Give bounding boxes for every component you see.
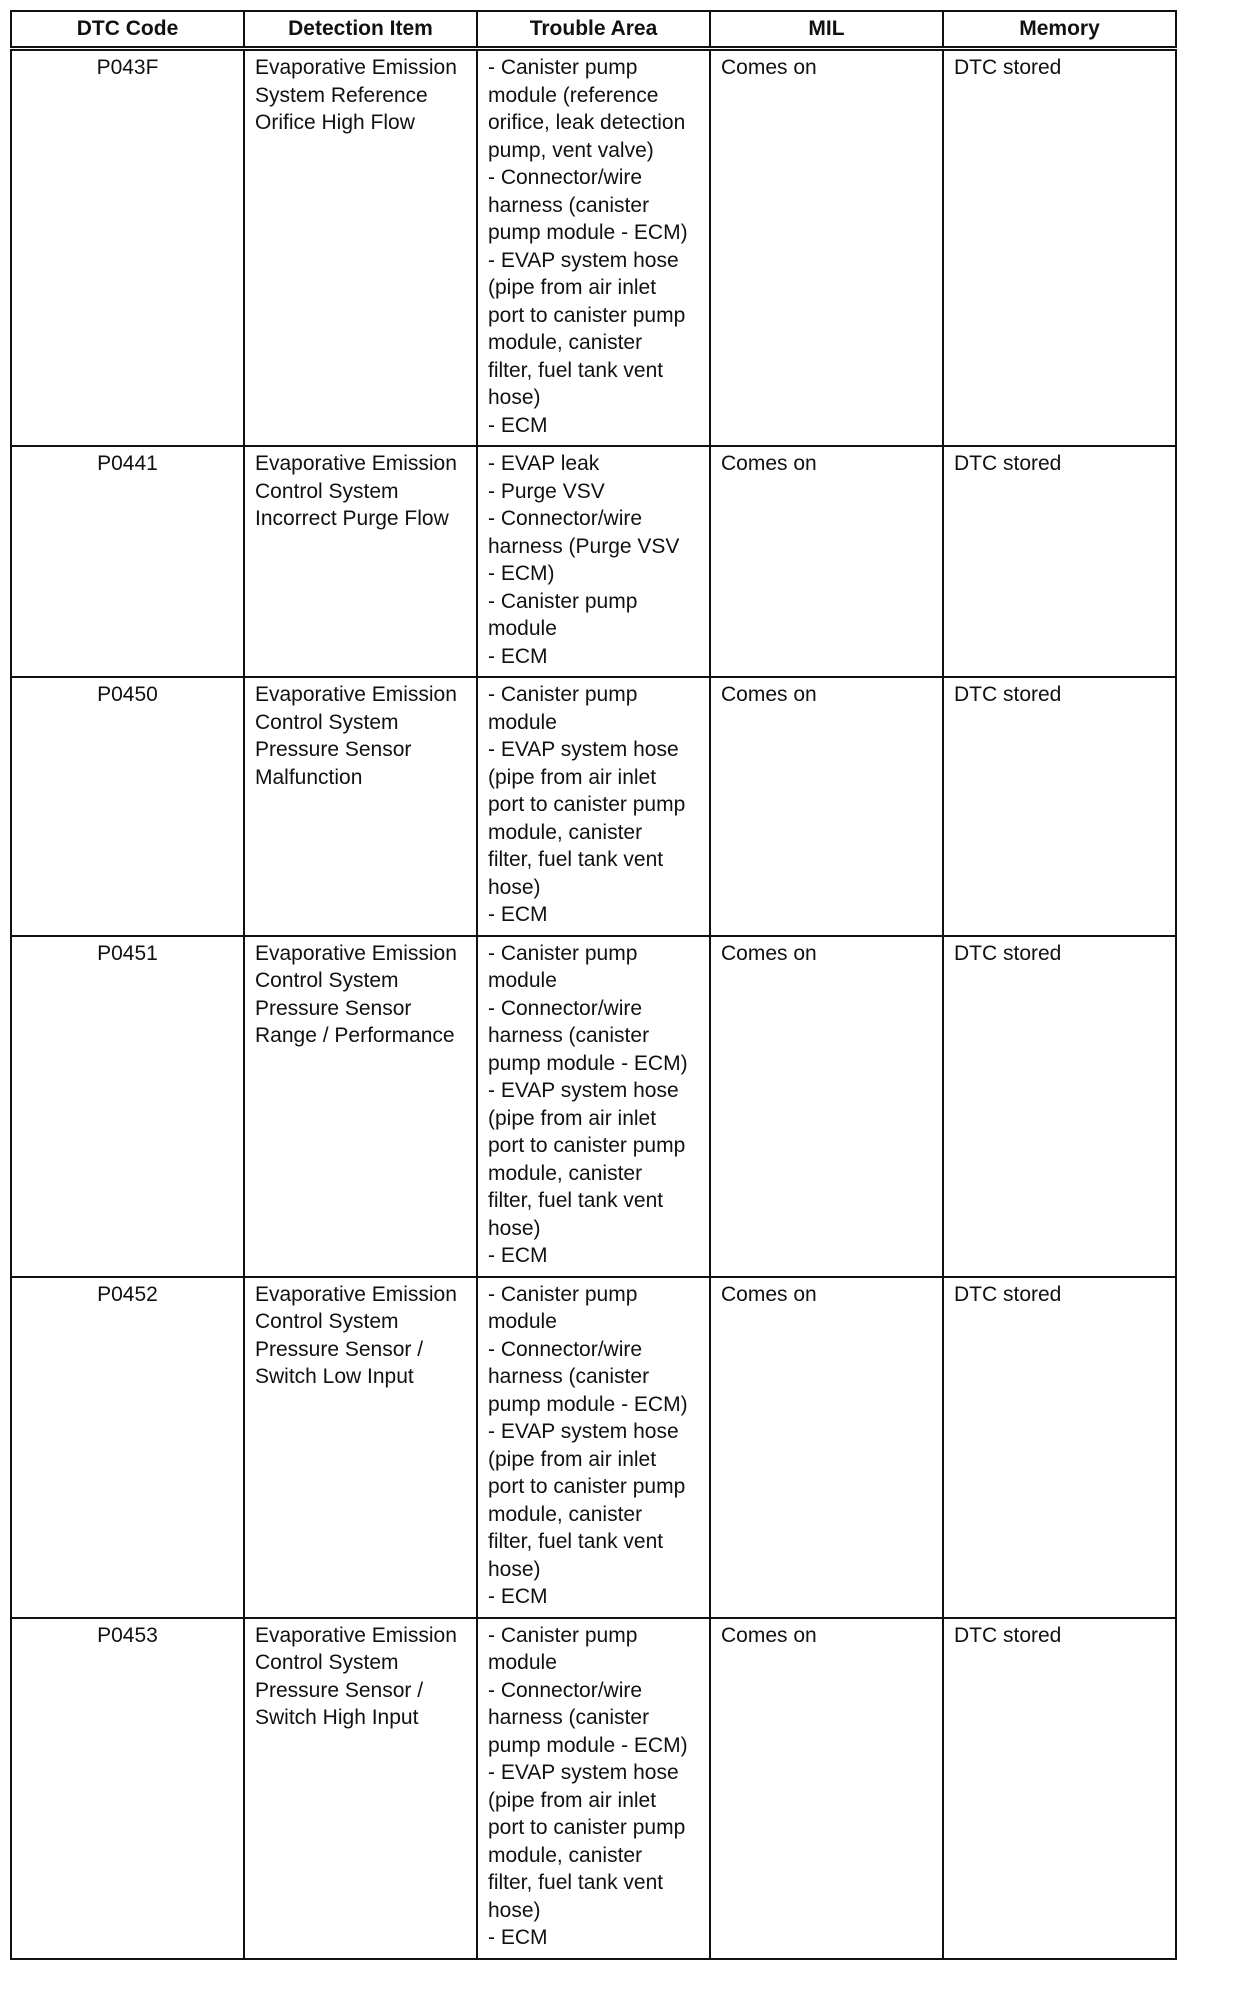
trouble-area-cell bbox=[477, 1618, 710, 1959]
trouble-area-line: pump module - ECM) bbox=[488, 221, 688, 244]
table-row bbox=[11, 1277, 1176, 1618]
dtc-code-cell: P0441 bbox=[11, 446, 244, 677]
header-detection-item: Detection Item bbox=[244, 11, 477, 49]
trouble-area-line: (pipe from air inlet bbox=[488, 1106, 657, 1130]
trouble-area-line: - ECM bbox=[488, 1244, 548, 1267]
header-row bbox=[11, 11, 1176, 49]
trouble-area-cell bbox=[477, 1277, 710, 1618]
trouble-area-line: - ECM bbox=[488, 413, 548, 437]
table-header bbox=[11, 11, 1176, 49]
detection-item-line: Evaporative Emission bbox=[255, 452, 457, 475]
dtc-code-cell: P043F bbox=[11, 49, 244, 447]
dtc-code-cell: P0453 bbox=[11, 1618, 244, 1959]
trouble-area-line: module bbox=[488, 1310, 557, 1333]
trouble-area-line: module bbox=[488, 617, 557, 640]
mil-cell: Comes on bbox=[710, 49, 943, 447]
trouble-area-line: pump module - ECM) bbox=[488, 1392, 688, 1416]
trouble-area-cell bbox=[477, 49, 710, 447]
memory-cell: DTC stored bbox=[943, 1618, 1176, 1959]
header-dtc-code: DTC Code bbox=[11, 11, 244, 49]
trouble-area-cell bbox=[477, 446, 710, 677]
trouble-area-line: module, canister bbox=[488, 331, 643, 354]
trouble-area-line: - ECM bbox=[488, 1585, 548, 1608]
trouble-area-line: harness (canister bbox=[488, 1024, 650, 1047]
trouble-area-line: - EVAP system hose bbox=[488, 1420, 679, 1443]
detection-item-cell bbox=[244, 446, 477, 677]
trouble-area-line: pump module - ECM) bbox=[488, 1051, 688, 1075]
trouble-area-line: - Canister pump bbox=[488, 941, 638, 965]
detection-item-line: Evaporative Emission bbox=[255, 941, 457, 965]
trouble-area-line: - ECM bbox=[488, 903, 548, 926]
trouble-area-line: - ECM bbox=[488, 1926, 548, 1949]
trouble-area-line: module, canister bbox=[488, 820, 643, 844]
detection-item-cell bbox=[244, 1618, 477, 1959]
trouble-area-line: (pipe from air inlet bbox=[488, 276, 657, 299]
detection-item-line: Incorrect Purge Flow bbox=[255, 507, 449, 530]
trouble-area-line: - ECM bbox=[488, 644, 548, 668]
detection-item-line: Pressure Sensor bbox=[255, 996, 412, 1020]
trouble-area-line: module, canister bbox=[488, 1843, 643, 1867]
trouble-area-line: port to canister pump bbox=[488, 793, 686, 816]
trouble-area-line: - Connector/wire bbox=[488, 1337, 643, 1361]
table-row bbox=[11, 1618, 1176, 1959]
detection-item-line: Switch Low Input bbox=[255, 1365, 414, 1388]
trouble-area-line: - Canister pump bbox=[488, 56, 638, 79]
detection-item-cell bbox=[244, 677, 477, 936]
memory-cell: DTC stored bbox=[943, 49, 1176, 447]
trouble-area-line: hose) bbox=[488, 875, 541, 899]
detection-item-line: Control System bbox=[255, 969, 399, 992]
trouble-area-line: module bbox=[488, 710, 557, 734]
trouble-area-line: filter, fuel tank vent bbox=[488, 1871, 664, 1894]
trouble-area-line: (pipe from air inlet bbox=[488, 765, 657, 789]
trouble-area-line: - EVAP system hose bbox=[488, 738, 679, 761]
mil-cell: Comes on bbox=[710, 936, 943, 1277]
mil-cell: Comes on bbox=[710, 446, 943, 677]
table-row bbox=[11, 49, 1176, 447]
trouble-area-line: harness (Purge VSV bbox=[488, 534, 680, 558]
detection-item-cell bbox=[244, 936, 477, 1277]
detection-item-line: Range / Performance bbox=[255, 1024, 455, 1047]
dtc-table bbox=[10, 10, 1177, 1960]
trouble-area-line: filter, fuel tank vent bbox=[488, 1189, 664, 1212]
table-row bbox=[11, 677, 1176, 936]
mil-cell: Comes on bbox=[710, 1618, 943, 1959]
trouble-area-line: - ECM) bbox=[488, 562, 555, 585]
trouble-area-line: orifice, leak detection bbox=[488, 111, 686, 134]
detection-item-line: Evaporative Emission bbox=[255, 56, 457, 79]
trouble-area-line: filter, fuel tank vent bbox=[488, 358, 664, 382]
detection-item-line: Pressure Sensor / bbox=[255, 1678, 424, 1702]
trouble-area-line: pump, vent valve) bbox=[488, 138, 654, 162]
trouble-area-line: (pipe from air inlet bbox=[488, 1447, 657, 1471]
dtc-code-cell: P0452 bbox=[11, 1277, 244, 1618]
detection-item-line: Evaporative Emission bbox=[255, 1623, 457, 1647]
mil-cell: Comes on bbox=[710, 677, 943, 936]
trouble-area-line: - Connector/wire bbox=[488, 507, 643, 530]
trouble-area-line: hose) bbox=[488, 1557, 541, 1581]
detection-item-line: Control System bbox=[255, 1651, 399, 1674]
header-trouble-area: Trouble Area bbox=[477, 11, 710, 49]
detection-item-line: Control System bbox=[255, 479, 399, 503]
trouble-area-line: filter, fuel tank vent bbox=[488, 848, 664, 871]
header-memory: Memory bbox=[943, 11, 1176, 49]
table-row bbox=[11, 446, 1176, 677]
memory-cell: DTC stored bbox=[943, 1277, 1176, 1618]
memory-cell: DTC stored bbox=[943, 677, 1176, 936]
detection-item-line: Pressure Sensor bbox=[255, 738, 412, 761]
detection-item-line: Control System bbox=[255, 710, 399, 734]
trouble-area-line: harness (canister bbox=[488, 1365, 650, 1388]
trouble-area-line: hose) bbox=[488, 1898, 541, 1922]
detection-item-line: Evaporative Emission bbox=[255, 1282, 457, 1306]
dtc-code-cell: P0450 bbox=[11, 677, 244, 936]
trouble-area-line: module bbox=[488, 1651, 557, 1674]
trouble-area-line: - EVAP system hose bbox=[488, 248, 679, 272]
trouble-area-line: filter, fuel tank vent bbox=[488, 1530, 664, 1553]
detection-item-line: Pressure Sensor / bbox=[255, 1337, 424, 1361]
detection-item-cell bbox=[244, 1277, 477, 1618]
trouble-area-line: - Canister pump bbox=[488, 1282, 638, 1306]
trouble-area-line: - Canister pump bbox=[488, 683, 638, 706]
trouble-area-line: module (reference bbox=[488, 83, 659, 107]
trouble-area-line: hose) bbox=[488, 386, 541, 409]
trouble-area-line: module, canister bbox=[488, 1161, 643, 1185]
trouble-area-line: - EVAP system hose bbox=[488, 1761, 679, 1784]
table-body bbox=[11, 49, 1176, 1959]
detection-item-line: Switch High Input bbox=[255, 1706, 419, 1729]
trouble-area-line: - Canister pump bbox=[488, 589, 638, 613]
trouble-area-line: port to canister pump bbox=[488, 1134, 686, 1157]
detection-item-cell bbox=[244, 49, 477, 447]
trouble-area-line: - Connector/wire bbox=[488, 996, 643, 1020]
trouble-area-line: - Connector/wire bbox=[488, 1678, 643, 1702]
trouble-area-line: - EVAP leak bbox=[488, 452, 600, 475]
detection-item-line: Control System bbox=[255, 1310, 399, 1333]
memory-cell: DTC stored bbox=[943, 936, 1176, 1277]
trouble-area-line: - Canister pump bbox=[488, 1623, 638, 1647]
header-mil: MIL bbox=[710, 11, 943, 49]
trouble-area-line: module bbox=[488, 969, 557, 992]
trouble-area-line: harness (canister bbox=[488, 1706, 650, 1729]
trouble-area-line: (pipe from air inlet bbox=[488, 1788, 657, 1812]
detection-item-line: Orifice High Flow bbox=[255, 111, 415, 134]
trouble-area-cell bbox=[477, 677, 710, 936]
trouble-area-line: harness (canister bbox=[488, 193, 650, 217]
detection-item-line: Evaporative Emission bbox=[255, 683, 457, 706]
trouble-area-line: port to canister pump bbox=[488, 303, 686, 327]
trouble-area-line: port to canister pump bbox=[488, 1816, 686, 1839]
dtc-code-cell: P0451 bbox=[11, 936, 244, 1277]
trouble-area-line: pump module - ECM) bbox=[488, 1733, 688, 1757]
trouble-area-line: port to canister pump bbox=[488, 1475, 686, 1498]
trouble-area-cell bbox=[477, 936, 710, 1277]
table-row bbox=[11, 936, 1176, 1277]
detection-item-line: Malfunction bbox=[255, 765, 363, 789]
mil-cell: Comes on bbox=[710, 1277, 943, 1618]
trouble-area-line: - EVAP system hose bbox=[488, 1079, 679, 1102]
trouble-area-line: module, canister bbox=[488, 1502, 643, 1526]
trouble-area-line: - Purge VSV bbox=[488, 479, 605, 503]
memory-cell: DTC stored bbox=[943, 446, 1176, 677]
detection-item-line: System Reference bbox=[255, 83, 428, 107]
trouble-area-line: hose) bbox=[488, 1216, 541, 1240]
trouble-area-line: - Connector/wire bbox=[488, 166, 643, 189]
